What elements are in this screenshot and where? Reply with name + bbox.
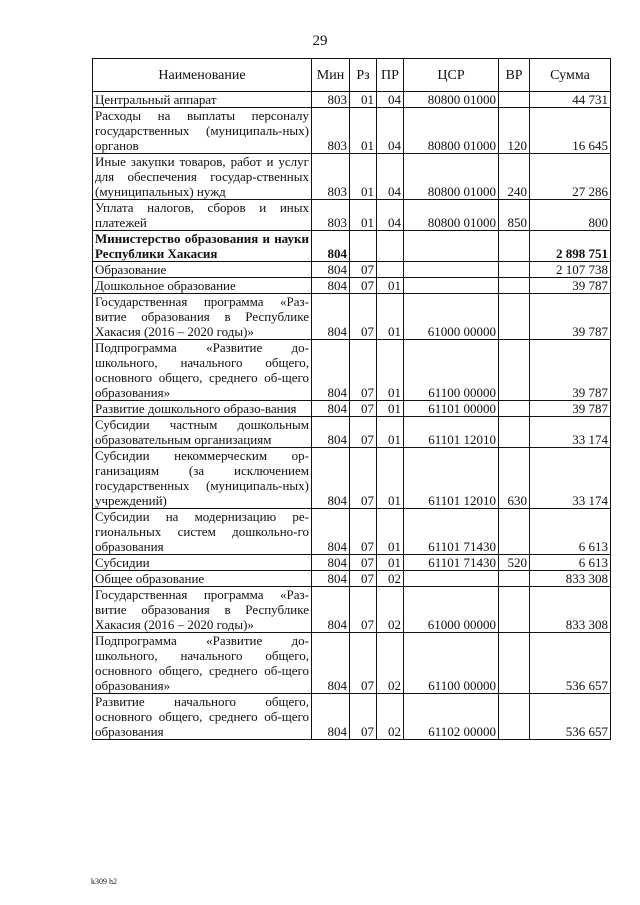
- cell-pr: 01: [377, 401, 404, 417]
- cell-name: Общее образование: [93, 571, 312, 587]
- cell-name: Развитие начального общего, основного общего, среднего об-щего образования: [93, 694, 312, 740]
- cell-vr: 850: [499, 200, 530, 231]
- cell-name: Субсидии частным дошкольным образовательным организациям: [93, 417, 312, 448]
- cell-vr: [499, 401, 530, 417]
- table-row: [93, 633, 611, 694]
- cell-rz: 01: [350, 200, 377, 231]
- cell-sum: 833 308: [530, 587, 611, 633]
- cell-csr: 80800 01000: [404, 154, 499, 200]
- cell-sum: 2 107 738: [530, 262, 611, 278]
- page-number: 29: [312, 33, 328, 49]
- footer-code: k309 h2: [91, 877, 117, 886]
- header-pr: ПР: [377, 59, 404, 92]
- cell-pr: [377, 231, 404, 262]
- cell-vr: [499, 571, 530, 587]
- cell-csr: 61000 00000: [404, 294, 499, 340]
- header-name: Наименование: [93, 59, 312, 92]
- table-row: [93, 294, 611, 340]
- cell-min: 804: [312, 231, 350, 262]
- cell-min: 804: [312, 694, 350, 740]
- cell-pr: 02: [377, 633, 404, 694]
- cell-sum: 33 174: [530, 417, 611, 448]
- cell-rz: 07: [350, 262, 377, 278]
- table-header-row: [93, 59, 611, 92]
- cell-min: 804: [312, 294, 350, 340]
- cell-pr: [377, 262, 404, 278]
- cell-csr: 61101 12010: [404, 417, 499, 448]
- cell-sum: 6 613: [530, 509, 611, 555]
- cell-pr: 01: [377, 294, 404, 340]
- table-row: [93, 231, 611, 262]
- cell-rz: 07: [350, 509, 377, 555]
- cell-csr: [404, 231, 499, 262]
- cell-vr: [499, 92, 530, 108]
- cell-vr: 240: [499, 154, 530, 200]
- cell-pr: 04: [377, 92, 404, 108]
- cell-csr: 61000 00000: [404, 587, 499, 633]
- cell-min: 804: [312, 509, 350, 555]
- cell-min: 804: [312, 340, 350, 401]
- cell-sum: 44 731: [530, 92, 611, 108]
- cell-rz: [350, 231, 377, 262]
- cell-csr: [404, 278, 499, 294]
- cell-name: Развитие дошкольного образо-вания: [93, 401, 312, 417]
- cell-vr: [499, 509, 530, 555]
- cell-csr: 80800 01000: [404, 92, 499, 108]
- cell-rz: 07: [350, 340, 377, 401]
- cell-rz: 07: [350, 633, 377, 694]
- cell-csr: [404, 571, 499, 587]
- cell-name: Уплата налогов, сборов и иных платежей: [93, 200, 312, 231]
- cell-rz: 07: [350, 587, 377, 633]
- cell-name: Дошкольное образование: [93, 278, 312, 294]
- cell-rz: 07: [350, 571, 377, 587]
- cell-min: 804: [312, 278, 350, 294]
- cell-min: 804: [312, 401, 350, 417]
- cell-pr: 01: [377, 509, 404, 555]
- cell-sum: 39 787: [530, 340, 611, 401]
- cell-rz: 07: [350, 448, 377, 509]
- cell-pr: 01: [377, 555, 404, 571]
- table-body: [93, 92, 611, 740]
- cell-min: 804: [312, 555, 350, 571]
- cell-name: Расходы на выплаты персоналу государственных (муниципаль-ных) органов: [93, 108, 312, 154]
- table-row: [93, 108, 611, 154]
- cell-min: 804: [312, 448, 350, 509]
- cell-name: Субсидии некоммерческим ор-ганизациям (за исключением государственных (муниципаль-ных) учреждений): [93, 448, 312, 509]
- header-rz: Рз: [350, 59, 377, 92]
- cell-vr: [499, 340, 530, 401]
- cell-csr: [404, 262, 499, 278]
- cell-name: Государственная программа «Раз-витие образования в Республике Хакасия (2016 – 2020 годы)»: [93, 587, 312, 633]
- cell-rz: 01: [350, 92, 377, 108]
- cell-vr: [499, 694, 530, 740]
- table-row: [93, 200, 611, 231]
- cell-rz: 07: [350, 401, 377, 417]
- table-row: [93, 278, 611, 294]
- cell-min: 804: [312, 587, 350, 633]
- cell-pr: 01: [377, 278, 404, 294]
- cell-name: Подпрограмма «Развитие до-школьного, начального общего, основного общего, среднего об-щего образования»: [93, 633, 312, 694]
- table-row: [93, 509, 611, 555]
- cell-sum: 833 308: [530, 571, 611, 587]
- cell-sum: 39 787: [530, 294, 611, 340]
- cell-csr: 61101 71430: [404, 555, 499, 571]
- table-row: [93, 417, 611, 448]
- cell-sum: 39 787: [530, 401, 611, 417]
- cell-vr: [499, 262, 530, 278]
- cell-vr: 520: [499, 555, 530, 571]
- cell-name: Субсидии: [93, 555, 312, 571]
- header-csr: ЦСР: [404, 59, 499, 92]
- cell-name: Подпрограмма «Развитие до-школьного, начального общего, основного общего, среднего об-щего образования»: [93, 340, 312, 401]
- cell-name: Центральный аппарат: [93, 92, 312, 108]
- cell-sum: 33 174: [530, 448, 611, 509]
- cell-vr: [499, 294, 530, 340]
- cell-vr: 630: [499, 448, 530, 509]
- cell-sum: 6 613: [530, 555, 611, 571]
- cell-rz: 07: [350, 278, 377, 294]
- cell-min: 804: [312, 633, 350, 694]
- cell-pr: 02: [377, 571, 404, 587]
- table-row: [93, 555, 611, 571]
- cell-pr: 02: [377, 694, 404, 740]
- table-row: [93, 154, 611, 200]
- cell-rz: 01: [350, 108, 377, 154]
- table-row: [93, 340, 611, 401]
- cell-csr: 80800 01000: [404, 108, 499, 154]
- cell-name: Субсидии на модернизацию ре-гиональных систем дошкольно-го образования: [93, 509, 312, 555]
- cell-sum: 536 657: [530, 694, 611, 740]
- cell-min: 803: [312, 200, 350, 231]
- cell-sum: 39 787: [530, 278, 611, 294]
- cell-pr: 02: [377, 587, 404, 633]
- cell-vr: [499, 633, 530, 694]
- cell-sum: 536 657: [530, 633, 611, 694]
- cell-sum: 27 286: [530, 154, 611, 200]
- cell-pr: 04: [377, 200, 404, 231]
- cell-sum: 2 898 751: [530, 231, 611, 262]
- cell-csr: 61102 00000: [404, 694, 499, 740]
- cell-csr: 61100 00000: [404, 633, 499, 694]
- cell-rz: 07: [350, 417, 377, 448]
- cell-min: 803: [312, 108, 350, 154]
- cell-pr: 04: [377, 154, 404, 200]
- table-row: [93, 262, 611, 278]
- cell-rz: 01: [350, 154, 377, 200]
- header-sum: Сумма: [530, 59, 611, 92]
- cell-rz: 07: [350, 694, 377, 740]
- header-vr: ВР: [499, 59, 530, 92]
- cell-pr: 01: [377, 417, 404, 448]
- cell-pr: 04: [377, 108, 404, 154]
- cell-vr: 120: [499, 108, 530, 154]
- cell-rz: 07: [350, 294, 377, 340]
- table-row: [93, 571, 611, 587]
- table-row: [93, 448, 611, 509]
- cell-vr: [499, 231, 530, 262]
- cell-pr: 01: [377, 340, 404, 401]
- cell-csr: 61101 12010: [404, 448, 499, 509]
- header-min: Мин: [312, 59, 350, 92]
- cell-pr: 01: [377, 448, 404, 509]
- cell-sum: 800: [530, 200, 611, 231]
- cell-vr: [499, 278, 530, 294]
- table-row: [93, 401, 611, 417]
- cell-rz: 07: [350, 555, 377, 571]
- cell-vr: [499, 417, 530, 448]
- cell-csr: 61101 71430: [404, 509, 499, 555]
- budget-table: [92, 58, 611, 740]
- cell-min: 803: [312, 92, 350, 108]
- cell-sum: 16 645: [530, 108, 611, 154]
- table-row: [93, 587, 611, 633]
- cell-csr: 80800 01000: [404, 200, 499, 231]
- cell-csr: 61100 00000: [404, 340, 499, 401]
- cell-min: 804: [312, 262, 350, 278]
- cell-min: 804: [312, 571, 350, 587]
- cell-min: 803: [312, 154, 350, 200]
- cell-name: Государственная программа «Раз-витие образования в Республике Хакасия (2016 – 2020 годы)»: [93, 294, 312, 340]
- cell-vr: [499, 587, 530, 633]
- cell-name: Образование: [93, 262, 312, 278]
- cell-min: 804: [312, 417, 350, 448]
- cell-name: Иные закупки товаров, работ и услуг для обеспечения государ-ственных (муниципальных) нужд: [93, 154, 312, 200]
- table-row: [93, 92, 611, 108]
- table-row: [93, 694, 611, 740]
- cell-name: Министерство образования и науки Республики Хакасия: [93, 231, 312, 262]
- cell-csr: 61101 00000: [404, 401, 499, 417]
